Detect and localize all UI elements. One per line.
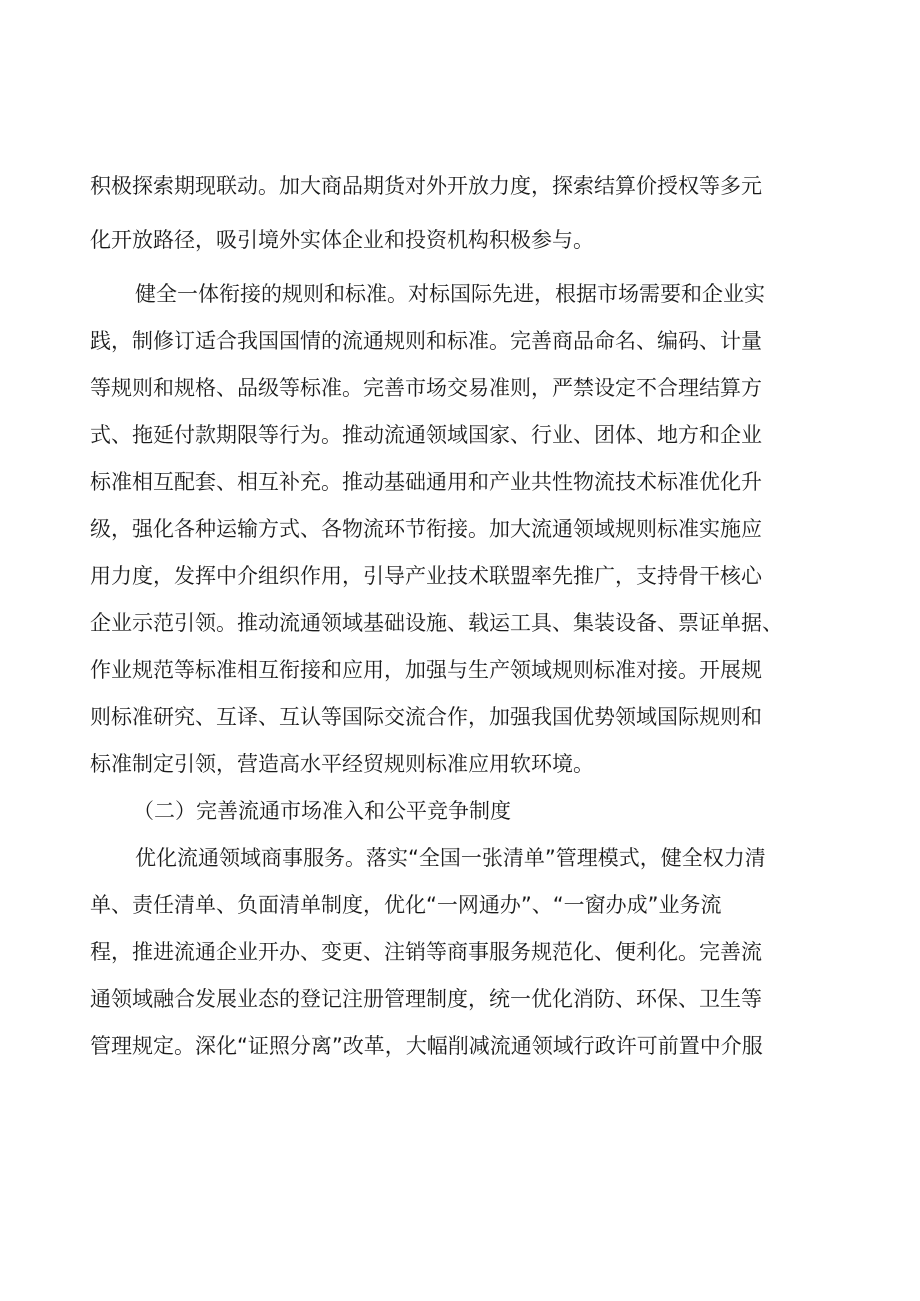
para2-line-6: 级，强化各种运输方式、各物流环节衔接。加大流通领域规则标准实施应 — [90, 517, 762, 541]
para3-line-3: 程，推进流通企业开办、变更、注销等商事服务规范化、便利化。完善流 — [90, 940, 762, 964]
para2-line-5: 标准相互配套、相互补充。推动基础通用和产业共性物流技术标准优化升 — [90, 470, 762, 494]
para2-line-2: 践，制修订适合我国国情的流通规则和标准。完善商品命名、编码、计量 — [90, 329, 762, 353]
section-heading: （二）完善流通市场准入和公平竞争制度 — [133, 799, 511, 823]
para2-line-7: 用力度，发挥中介组织作用，引导产业技术联盟率先推广，支持骨干核心 — [90, 564, 762, 588]
para3-line-2: 单、责任清单、负面清单制度，优化“一网通办”、“一窗办成”业务流 — [90, 893, 722, 917]
para1-line-1: 积极探索期现联动。加大商品期货对外开放力度，探索结算价授权等多元 — [90, 174, 762, 198]
para3-line-1: 优化流通领域商事服务。落实“全国一张清单”管理模式，健全权力清 — [135, 846, 766, 870]
para2-line-11: 标准制定引领，营造高水平经贸规则标准应用软环境。 — [90, 752, 594, 776]
para2-line-9: 作业规范等标准相互衔接和应用，加强与生产领域规则标准对接。开展规 — [90, 658, 762, 682]
para2-line-3: 等规则和规格、品级等标准。完善市场交易准则，严禁设定不合理结算方 — [90, 376, 762, 400]
para2-line-10: 则标准研究、互译、互认等国际交流合作，加强我国优势领域国际规则和 — [90, 705, 762, 729]
para2-line-4: 式、拖延付款期限等行为。推动流通领域国家、行业、团体、地方和企业 — [90, 423, 762, 447]
para2-line-8: 企业示范引领。推动流通领域基础设施、载运工具、集装设备、票证单据、 — [90, 611, 783, 635]
para3-line-5: 管理规定。深化“证照分离”改革，大幅削减流通领域行政许可前置中介服 — [90, 1034, 763, 1058]
para2-line-1: 健全一体衔接的规则和标准。对标国际先进，根据市场需要和企业实 — [135, 282, 765, 306]
para1-line-2: 化开放路径，吸引境外实体企业和投资机构积极参与。 — [90, 228, 594, 252]
para3-line-4: 通领域融合发展业态的登记注册管理制度，统一优化消防、环保、卫生等 — [90, 987, 762, 1011]
